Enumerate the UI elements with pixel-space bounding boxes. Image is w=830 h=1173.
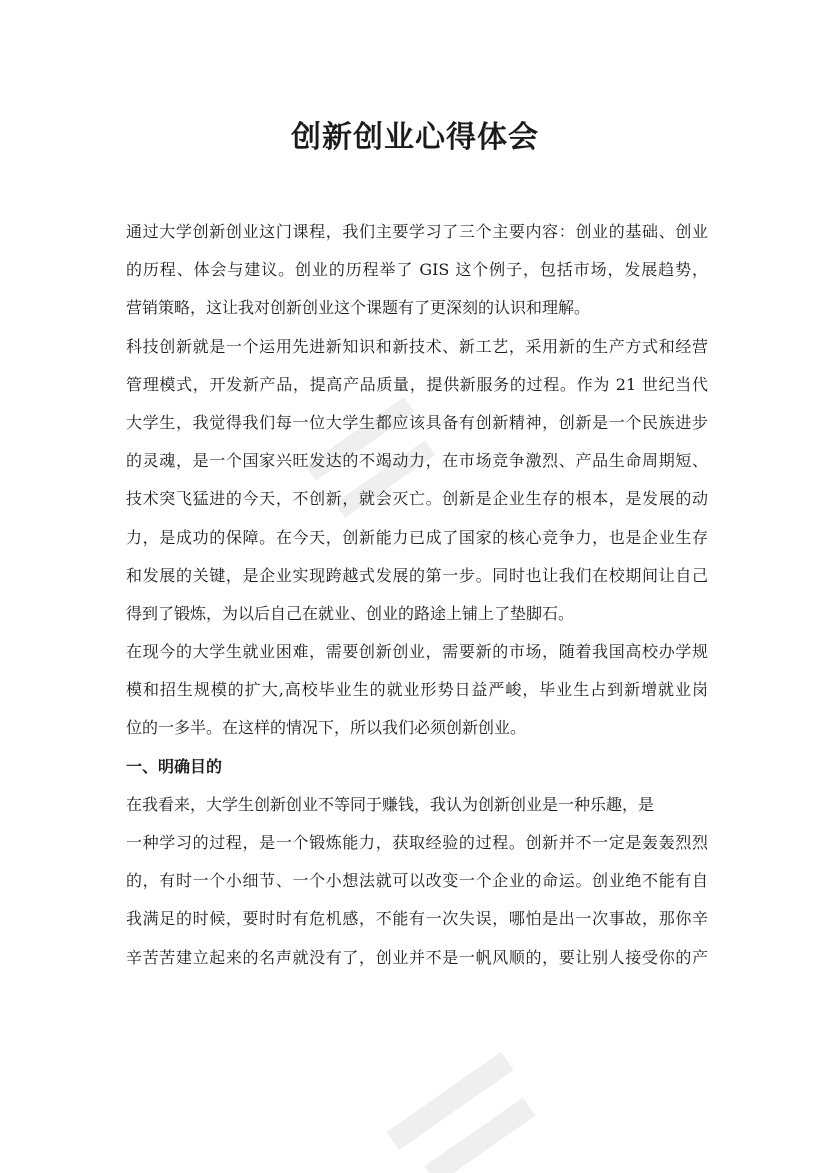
text-line: 大学生，我觉得我们每一位大学生都应该具备有创新精神，创新是一个民族进步 [126,412,708,432]
section-heading: 一、明确目的 [126,756,223,776]
text-line: 的，有时一个小细节、一个小想法就可以改变一个企业的命运。创业绝不能有自 [126,871,708,891]
text-line: 技术突飞猛进的今天，不创新，就会灭亡。创新是企业生存的根本，是发展的动 [126,489,708,509]
text-line: 和发展的关键，是企业实现跨越式发展的第一步。同时也让我们在校期间让自己 [126,565,708,585]
text-line: 在现今的大学生就业困难，需要创新创业，需要新的市场，随着我国高校办学规 [126,642,708,662]
text-line: 的灵魂，是一个国家兴旺发达的不竭动力，在市场竞争激烈、产品生命周期短、 [126,451,708,471]
text-line: 得到了锻炼，为以后自己在就业、创业的路途上铺上了垫脚石。 [126,603,575,623]
text-line: 模和招生规模的扩大,高校毕业生的就业形势日益严峻，毕业生占到新增就业岗 [126,680,708,700]
text-line: 的历程、体会与建议。创业的历程举了 GIS 这个例子，包括市场，发展趋势， [126,260,708,280]
text-line: 一种学习的过程，是一个锻炼能力，获取经验的过程。创新并不一定是轰轰烈烈 [126,833,708,852]
text-line: 我满足的时候，要时时有危机感，不能有一次失误，哪怕是出一次事故，那你辛 [126,909,708,929]
text-line: 通过大学创新创业这门课程，我们主要学习了三个主要内容：创业的基础、创业 [126,222,708,241]
text-line: 位的一多半。在这样的情况下，所以我们必须创新创业。 [126,718,527,738]
document-body [126,213,708,977]
page-title: 创新创业心得体会 [291,120,539,155]
text-line: 辛苦苦建立起来的名声就没有了，创业并不是一帆风顺的，要让别人接受你的产 [126,947,708,967]
text-line: 力，是成功的保障。在今天，创新能力已成了国家的核心竞争力，也是企业生存 [126,527,708,547]
text-line: 营销策略，这让我对创新创业这个课题有了更深刻的认识和理解。 [126,298,591,318]
text-line: 科技创新就是一个运用先进新知识和新技术、新工艺，采用新的生产方式和经营 [126,336,708,356]
text-line: 在我看来，大学生创新创业不等同于赚钱，我认为创新创业是一种乐趣，是 [126,794,655,814]
watermark-mark-bottom [386,1052,535,1173]
text-line: 管理模式，开发新产品，提高产品质量，提供新服务的过程。作为 21 世纪当代 [126,374,708,394]
